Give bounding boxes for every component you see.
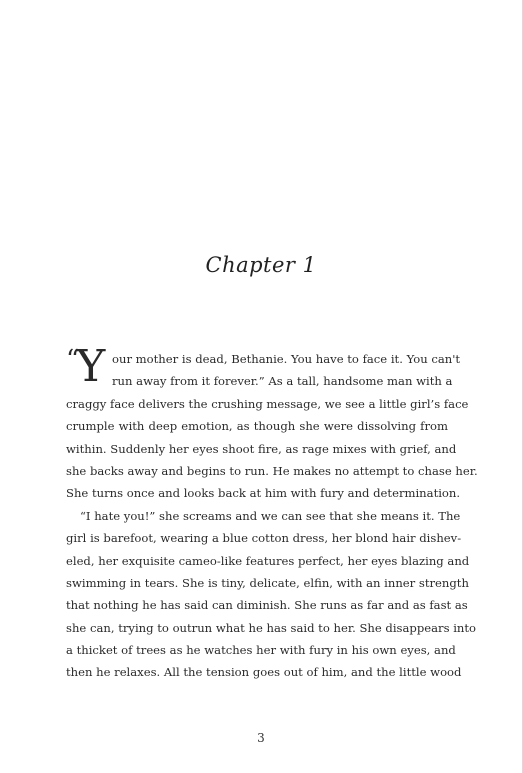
drop-cap-quote: “ <box>66 345 80 375</box>
text-line: she backs away and begins to run. He makes no attempt to chase her. <box>66 463 478 478</box>
text-line: then he relaxes. All the tension goes out of him, and the little wood <box>66 665 462 680</box>
text-line: within. Suddenly her eyes shoot fire, as rage mixes with grief, and <box>66 441 457 456</box>
text-line: swimming in tears. She is tiny, delicate, elfin, with an inner strength <box>66 575 469 590</box>
text-line: that nothing he has said can diminish. She runs as far and as fast as <box>66 598 468 613</box>
text-line: “I hate you!” she screams and we can see that she means it. The <box>80 508 461 523</box>
body-text <box>66 341 478 684</box>
paragraph-1 <box>66 348 478 505</box>
paragraph-2 <box>66 505 477 684</box>
text-line: run away from it forever.” As a tall, handsome man with a <box>112 374 453 389</box>
text-line: crumple with deep emotion, as though she were dissolving from <box>66 419 448 434</box>
text-line: our mother is dead, Bethanie. You have to face it. You can't <box>112 352 461 366</box>
chapter-title: Chapter 1 <box>205 253 317 277</box>
page-number: 3 <box>257 731 265 745</box>
text-line: girl is barefoot, wearing a blue cotton dress, her blond hair dishev- <box>66 531 462 546</box>
drop-cap <box>66 341 108 392</box>
text-line: a thicket of trees as he watches her with fury in his own eyes, and <box>66 643 456 658</box>
text-line: she can, trying to outrun what he has said to her. She disappears into <box>66 620 477 635</box>
drop-cap-letter: Y <box>76 341 106 392</box>
text-line: craggy face delivers the crushing message, we see a little girl’s face <box>66 396 469 411</box>
text-line: She turns once and looks back at him with fury and determination. <box>66 486 461 501</box>
text-line: eled, her exquisite cameo-like features perfect, her eyes blazing and <box>66 553 470 568</box>
